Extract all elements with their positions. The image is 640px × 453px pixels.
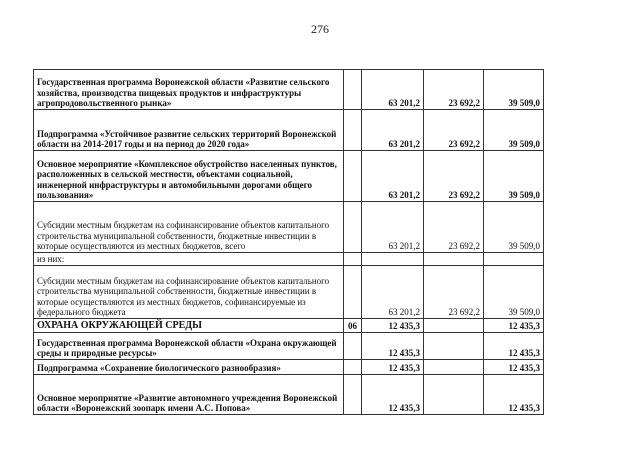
row-value-2 xyxy=(424,360,484,375)
row-value-3: 12 435,3 xyxy=(484,319,544,333)
row-value-3: 39 509,0 xyxy=(484,110,544,151)
row-name: Государственная программа Воронежской области «Охрана окружающей среды и природные ресурсы» xyxy=(34,333,344,360)
row-value-1: 63 201,2 xyxy=(362,110,424,151)
table-row xyxy=(34,253,544,266)
row-value-3: 12 435,3 xyxy=(484,360,544,375)
table-row xyxy=(34,70,544,110)
row-value-2 xyxy=(424,253,484,266)
table-row xyxy=(34,202,544,253)
row-value-3: 39 509,0 xyxy=(484,70,544,110)
row-value-1: 63 201,2 xyxy=(362,70,424,110)
row-value-1: 63 201,2 xyxy=(362,266,424,319)
row-value-3: 39 509,0 xyxy=(484,266,544,319)
row-code xyxy=(344,333,362,360)
row-value-2 xyxy=(424,319,484,333)
row-value-2 xyxy=(424,333,484,360)
row-value-1 xyxy=(362,253,424,266)
row-name: Подпрограмма «Устойчивое развитие сельских территорий Воронежской области на 2014-2017 годы и на период до 2020 года» xyxy=(34,110,344,151)
budget-table xyxy=(33,69,544,415)
page-number: 276 xyxy=(311,22,329,36)
row-value-3 xyxy=(484,253,544,266)
row-value-3: 39 509,0 xyxy=(484,151,544,202)
row-value-2 xyxy=(424,375,484,415)
row-value-2: 23 692,2 xyxy=(424,202,484,253)
table-row xyxy=(34,319,544,333)
row-value-1: 63 201,2 xyxy=(362,202,424,253)
row-name: из них: xyxy=(34,253,344,266)
row-value-2: 23 692,2 xyxy=(424,266,484,319)
row-value-2: 23 692,2 xyxy=(424,70,484,110)
row-name: Основное мероприятие «Комплексное обустройство населенных пунктов, расположенных в сельской местности, объектами социальной, инженерной инфраструктуры и автомобильными дорогами общего пользования» xyxy=(34,151,344,202)
row-value-1: 12 435,3 xyxy=(362,319,424,333)
row-value-3: 12 435,3 xyxy=(484,333,544,360)
row-name: Подпрограмма «Сохранение биологического разнообразия» xyxy=(34,360,344,375)
row-code xyxy=(344,70,362,110)
row-code xyxy=(344,202,362,253)
table-row xyxy=(34,151,544,202)
table-row xyxy=(34,375,544,415)
row-value-2: 23 692,2 xyxy=(424,110,484,151)
row-code xyxy=(344,360,362,375)
row-name: ОХРАНА ОКРУЖАЮЩЕЙ СРЕДЫ xyxy=(34,319,344,333)
table-row xyxy=(34,333,544,360)
row-name: Субсидии местным бюджетам на софинансирование объектов капитального строительства муниципальной собственности, бюджетные инвестиции в которые осуществляются из местных бюджетов, всего xyxy=(34,202,344,253)
row-value-1: 63 201,2 xyxy=(362,151,424,202)
table-row xyxy=(34,110,544,151)
row-value-1: 12 435,3 xyxy=(362,375,424,415)
row-name: Основное мероприятие «Развитие автономного учреждения Воронежской области «Воронежский зоопарк имени А.С. Попова» xyxy=(34,375,344,415)
row-value-2: 23 692,2 xyxy=(424,151,484,202)
row-code xyxy=(344,110,362,151)
row-code xyxy=(344,253,362,266)
row-name: Субсидии местным бюджетам на софинансирование объектов капитального строительства муниципальной собственности, бюджетные инвестиции в которые осуществляются из местных бюджетов, софинансируемые из федерального бюджета xyxy=(34,266,344,319)
row-code xyxy=(344,266,362,319)
row-value-1: 12 435,3 xyxy=(362,360,424,375)
row-code xyxy=(344,151,362,202)
table-row xyxy=(34,360,544,375)
row-value-3: 12 435,3 xyxy=(484,375,544,415)
row-code xyxy=(344,375,362,415)
row-code: 06 xyxy=(344,319,362,333)
table-row xyxy=(34,266,544,319)
row-value-1: 12 435,3 xyxy=(362,333,424,360)
row-name: Государственная программа Воронежской области «Развитие сельского хозяйства, производства пищевых продуктов и инфраструктуры агропродовольственного рынка» xyxy=(34,70,344,110)
row-value-3: 39 509,0 xyxy=(484,202,544,253)
